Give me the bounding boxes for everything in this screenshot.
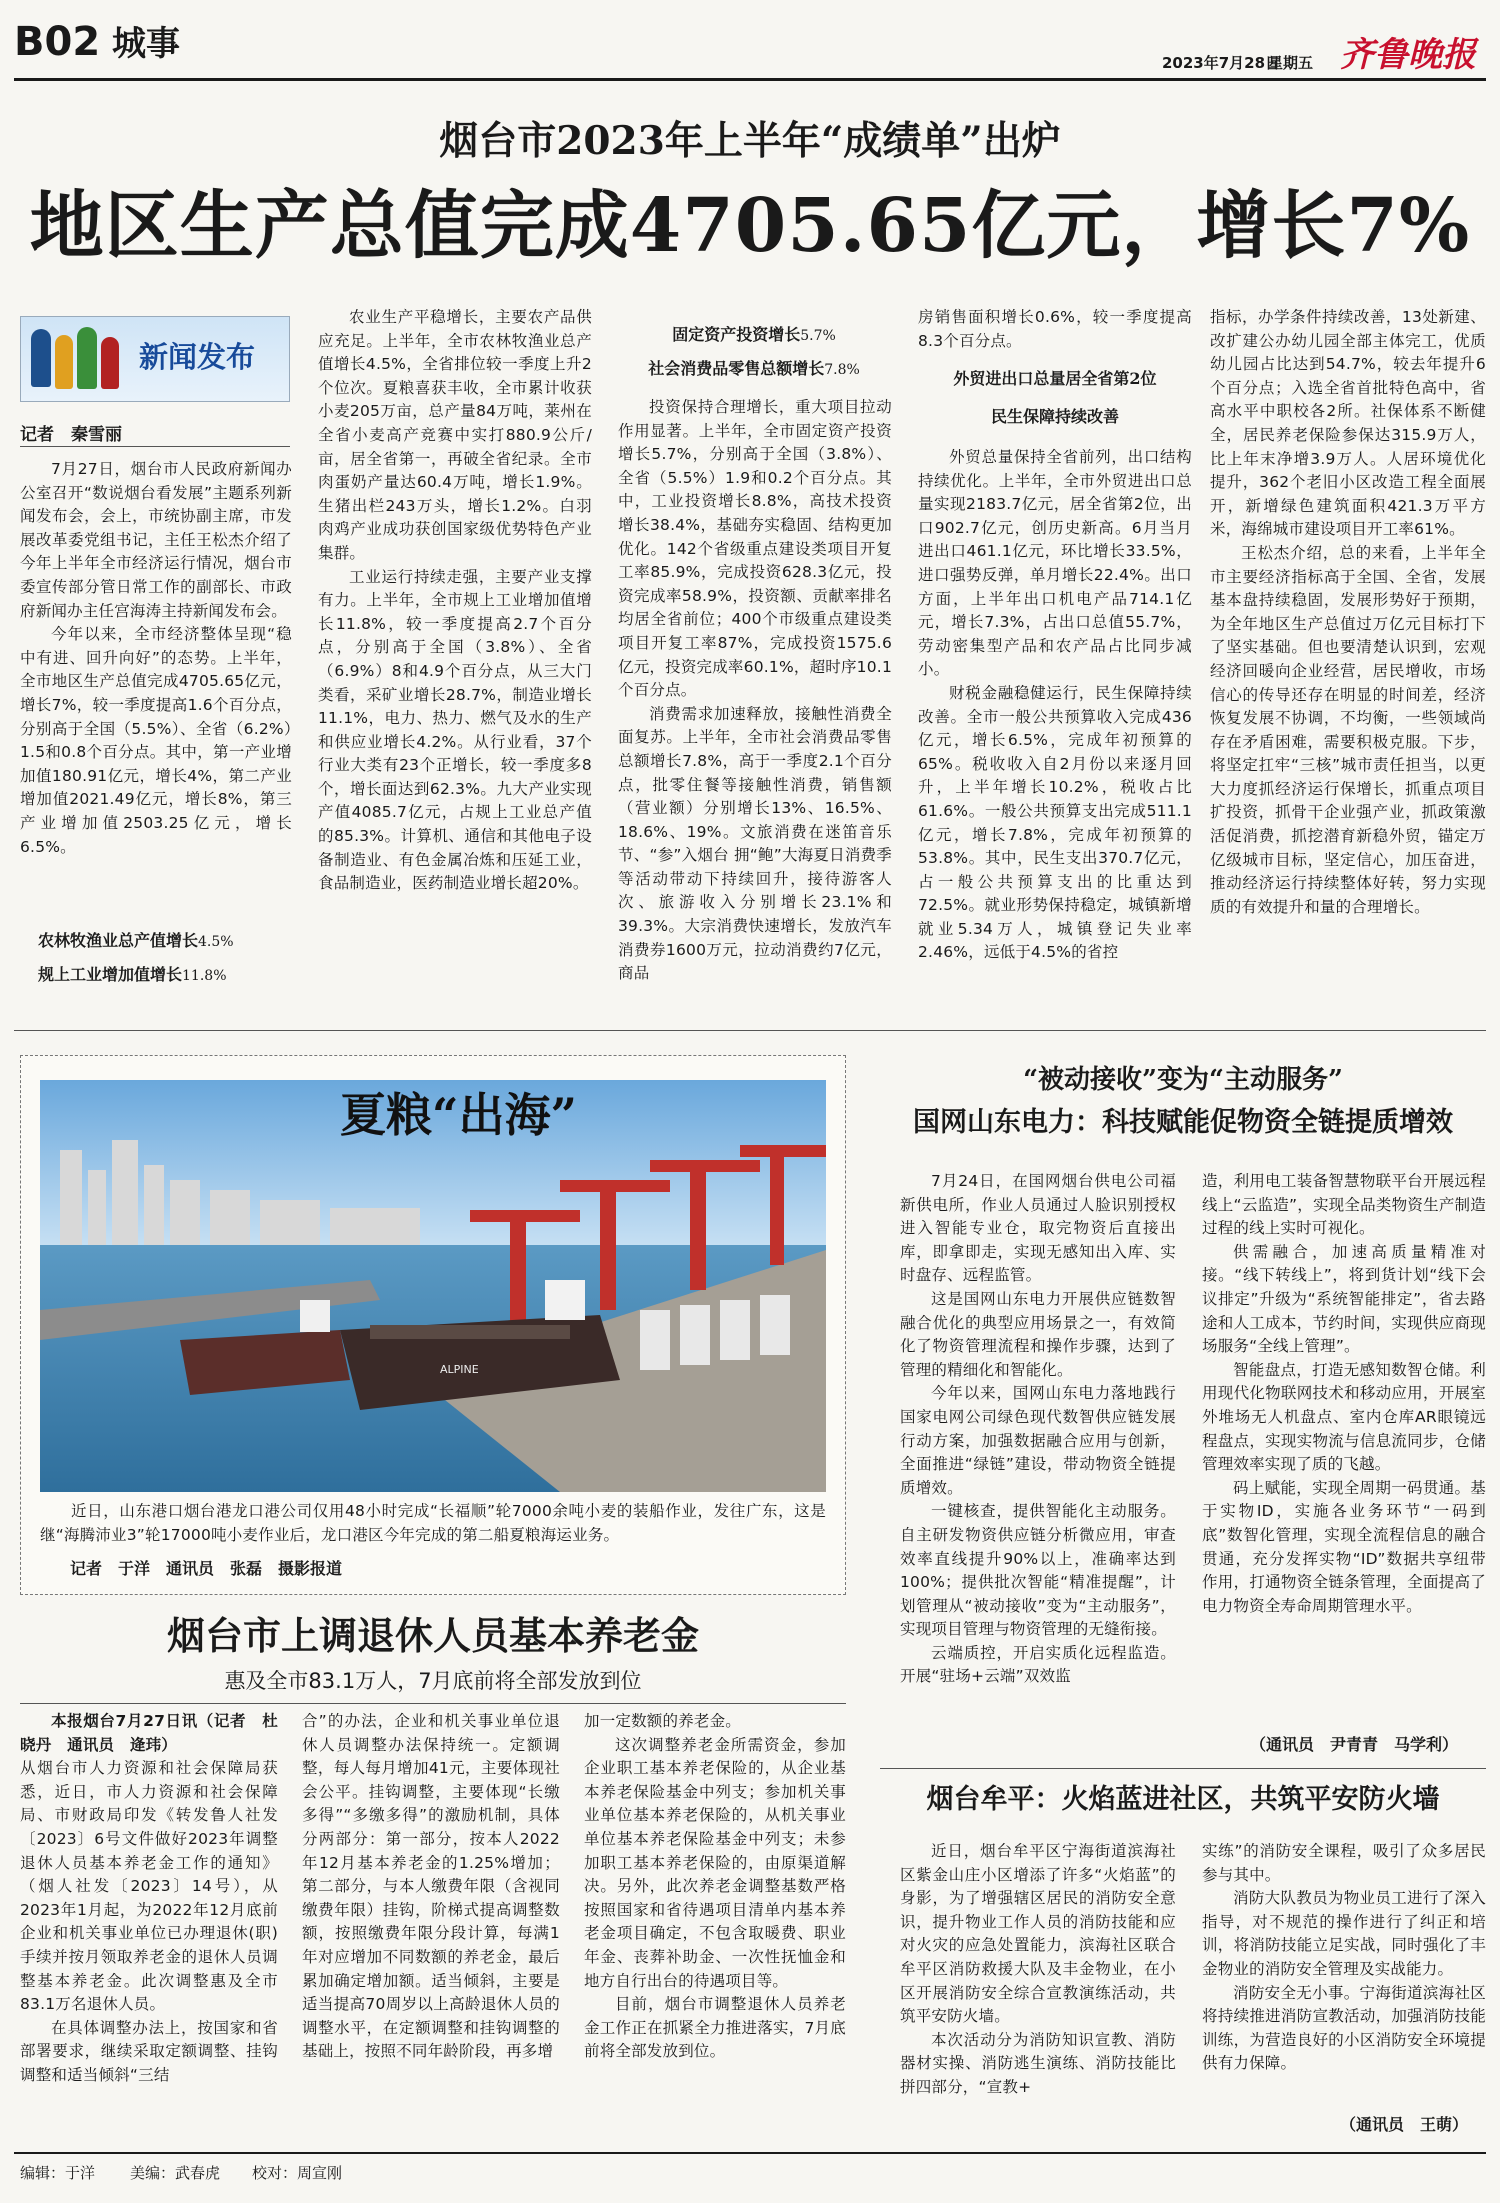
masthead-rule [14,78,1486,81]
photo-caption [40,1500,826,1554]
pension-headline: 烟台市上调退休人员基本养老金 [166,1613,699,1658]
grid-kicker: “被动接收”变为“主动服务” [1023,1065,1343,1095]
pension-rule [20,1703,846,1704]
lead-subhead-retail: 社会消费品零售总额增长7.8% [648,359,860,378]
pension-column-2 [302,1710,560,2140]
paragraph: 云端质控，开启实质化远程监造。开展“驻场+云端”双效监 [900,1643,1176,1686]
fire-headline: 烟台牟平：火焰蓝进社区，共筑平安防火墙 [926,1784,1440,1815]
lead-subhead-industry: 规上工业增加值增长11.8% [38,965,227,984]
footer-editor: 编辑：于洋 [20,2164,96,2182]
paragraph: 近日，烟台牟平区宁海街道滨海社区紫金山庄小区增添了许多“火焰蓝”的身影，为了增强辖区居民的消防安全意识，提升物业工作人员的消防技能和应对火灾的应急处置能力，滨海社区联合牟平区消防救援大队及丰金物业，在小区开展消防安全综合宣教演练活动，共筑平安防火墙。 [900,1842,1176,2026]
microphone-icon [77,327,97,389]
caption-text: 近日，山东港口烟台港龙口港公司仅用48小时完成“长福顺”轮7000余吨小麦的装船作业，发往广东，这是继“海腾沛业3”轮17000吨小麦作业后，龙口港区今年完成的第二船夏粮海运业务。 [40,1502,826,1544]
paragraph: 消费需求加速释放，接触性消费全面复苏。上半年，全市社会消费品零售总额增长7.8%，高于一季度2.1个百分点，批零住餐等接触性消费，销售额（营业额）分别增长13%、16.5%、18.6%、19%。文旅消费在迷笛音乐节、“参”入烟台 拥“鲍”大海夏日消费季等活动带动下持续回升，接待游客人次、旅游收入分别增长23.1%和39.3%。大宗消费快速增长，发放汽车消费券1600万元，拉动消费约7亿元，商品 [618,704,892,983]
footer-proof: 校对：周宣刚 [252,2164,343,2182]
lead-column-2 [318,306,592,1006]
paragraph: 外贸总量保持全省前列，出口结构持续优化。上半年，全市外贸进出口总量实现2183.7亿元，居全省第2位，出口902.7亿元，创历史新高。6月当月进出口461.1亿元，环比增长33.5%，进口强势反弹，单月增长22.4%。出口方面，上半年出口机电产品714.1亿元，增长7.3%，占出口总值55.7%，劳动密集型产品和农产品占比同步减小。 [918,448,1192,679]
grid-column-1 [900,1170,1176,1760]
ship-name-text: ALPINE [440,1363,479,1376]
page-code: B02 [14,19,101,65]
paragraph: 指标，办学条件持续改善，13处新建、改扩建公办幼儿园全部主体完工，优质幼儿园占比达到54.7%，较去年提升6个百分点；入选全省首批特色高中，省高水平中职校各2所。社保体系不断健全，居民养老保险参保达315.9万人，比上年末净增3.9万人。人居环境优化提升，362个老旧小区改造工程全面展开，新增绿色建筑面积421.3万平方米，海绵城市建设项目开工率61%。 [1210,308,1486,539]
paragraph: 7月27日，烟台市人民政府新闻办公室召开“数说烟台看发展”主题系列新闻发布会，会上，市统协副主席，市发展改革委党组书记，主任王松杰介绍了今年上半年全市经济运行情况，烟台市委宣传部分管日常工作的副部长、市政府新闻办主任宫海涛主持新闻发布会。 [20,460,292,620]
photo-credit: 记者 于洋 通讯员 张磊 摄影报道 [70,1559,343,1578]
paragraph: 消防大队教员为物业员工进行了深入指导，对不规范的操作进行了纠正和培训，将消防技能立足实战，同时强化了丰金物业的消防安全管理及实战能力。 [1202,1889,1486,1978]
lead-byline: 记者 秦雪丽 [20,425,122,445]
paragraph: 在具体调整办法上，按国家和省部署要求，继续采取定额调整、挂钩调整和适当倾斜“三结 [20,2018,278,2084]
pension-column-3 [584,1710,846,2140]
paragraph: 合”的办法，企业和机关事业单位退休人员调整办法保持统一。定额调整，每人每月增加41元，主要体现社会公平。挂钩调整，主要体现“长缴多得”“多缴多得”的激励机制，具体分两部分：第一部分，按本人2022年12月基本养老金的1.25%增加；第二部分，与本人缴费年限（含视同缴费年限）挂钩，阶梯式提高调整数额，按照缴费年限分段计算，每满1年对应增加不同数额的养老金，最后累加确定增加额。适当倾斜，主要是适当提高70周岁以上高龄退休人员的调整水平，在定额调整和挂钩调整的基础上，按照不同年龄阶段，再多增 [302,1712,560,2061]
paper-logo: 齐鲁晚报 [1340,35,1476,75]
grid-headline: 国网山东电力：科技赋能促物资全链提质增效 [913,1107,1453,1138]
paragraph: 供需融合，加速高质量精准对接。“线下转线上”，将到货计划“线下会议排定”升级为“系统智能排定”，省去路途和人工成本，节约时间，实现供应商现场服务“全线上管理”。 [1202,1242,1486,1356]
issue-weekday: 星期五 [1268,54,1314,72]
paragraph: 7月24日，在国网烟台供电公司福新供电所，作业人员通过人脸识别授权进入智能专业仓，取完物资后直接出库，即拿即走，实现无感知出入库、实时盘存、远程监管。 [900,1172,1176,1285]
microphone-icon [55,335,73,389]
paragraph: 这是国网山东电力开展供应链数智融合优化的典型应用场景之一，有效简化了物资管理流程和操作步骤，达到了管理的精细化和智能化。 [900,1289,1176,1379]
paragraph: 投资保持合理增长，重大项目拉动作用显著。上半年，全市固定资产投资增长5.7%，分别高于全国（3.8%）、全省（5.5%）1.9和0.2个百分点。其中，工业投资增长8.8%，高技术投资增长38.4%，基础夯实稳固、结构更加优化。142个省级重点建设类项目开复工率85.9%，完成投资628.3亿元，投资完成率58.9%，投资额、贡献率排名均居全省前位；400个市级重点建设类项目开复工率87%，完成投资1575.6亿元，投资完成率60.1%，超时序10.1个百分点。 [618,398,892,700]
lead-subhead-agri: 农林牧渔业总产值增长4.5% [38,931,234,950]
lead-column-4 [918,446,1192,1008]
fire-column-2 [1202,1840,1486,2110]
issue-date: 2023年7月28日 [1162,54,1281,72]
paragraph: 本次活动分为消防知识宣教、消防器材实操、消防逃生演练、消防技能比拼四部分，“宣教+ [900,2030,1176,2096]
footer-rule [14,2152,1486,2154]
fire-credit: （通讯员 王萌） [1340,2115,1469,2134]
paragraph: 王松杰介绍，总的来看，上半年全市主要经济指标高于全国、全省，发展基本盘持续稳固，发展形势好于预期，为全年地区生产总值过万亿元目标打下了坚实基础。但也要清楚认识到，宏观经济回暖向企业经营，居民增收，市场信心的传导还存在明显的时间差，经济恢复发展不协调，不均衡，一些领域尚存在矛盾困难，需要积极克服。下步，将坚定扛牢“三核”城市责任担当，以更大力度抓经济运行保增长，抓重点项目扩投资，抓骨干企业强产业，抓政策激活促消费，抓挖潜育新稳外贸，锚定万亿级城市目标，坚定信心，加压奋进，推动经济运行持续整体好转，努力实现质的有效提升和量的合理增长。 [1210,543,1486,916]
photo-title: 夏粮“出海” [340,1088,577,1142]
lead-subhead-livelihood: 民生保障持续改善 [990,407,1119,426]
pension-column-1 [20,1710,278,2140]
paragraph: 农业生产平稳增长，主要农产品供应充足。上半年，全市农林牧渔业总产值增长4.5%，全省排位较一季度上升2个位次。夏粮喜获丰收，全市累计收获小麦205万亩，总产量84万吨，莱州在全省小麦高产竞赛中实打880.9公斤/亩，居全省第一，再破全省纪录。全市肉蛋奶产量达60.4万吨，增长1.9%。生猪出栏243万头，增长1.2%。白羽肉鸡产业成功获创国家级优势特色产业集群。 [318,308,592,562]
microphone-icon [101,337,119,389]
grid-bottom-rule [880,1768,1486,1769]
paragraph: 目前，烟台市调整退休人员养老金工作正在抓紧全力推进落实，7月底前将全部发放到位。 [584,1995,846,2061]
grid-credit: （通讯员 尹青青 马学利） [1250,1735,1459,1754]
lead-column-4-top [918,306,1192,356]
microphone-icon [31,329,51,387]
pension-subhead: 惠及全市83.1万人，7月底前将全部发放到位 [224,1669,642,1693]
paragraph: 码上赋能，实现全周期一码贯通。基于实物ID，实施各业务环节“一码到底”数智化管理，实现全流程信息的融合贯通，充分发挥实物“ID”数据共享纽带作用，打通物资全链条管理，全面提高了电力物资全寿命周期管理水平。 [1202,1478,1486,1615]
lead-column-1 [20,458,292,914]
paragraph: 从烟台市人力资源和社会保障局获悉，近日，市人力资源和社会保障局、市财政局印发《转发鲁人社发〔2023〕6号文件做好2023年调整退休人员基本养老金工作的通知》（烟人社发〔2023〕14号），从2023年1月起，为2022年12月底前企业和机关事业单位已办理退休(职)手续并按月领取养老金的退休人员调整基本养老金。此次调整惠及全市83.1万名退休人员。 [20,1759,278,2014]
paragraph: 智能盘点，打造无感知数智仓储。利用现代化物联网技术和移动应用，开展室外堆场无人机盘点、室内仓库AR眼镜远程盘点，实现实物流与信息流同步，仓储管理效率实现了质的飞越。 [1202,1360,1486,1474]
paragraph: 实练”的消防安全课程，吸引了众多居民参与其中。 [1202,1842,1486,1884]
section-name: 城事 [112,24,180,64]
byline-rule [20,446,290,447]
paragraph: 加一定数额的养老金。 [584,1712,742,1730]
lead-kicker: 烟台市2023年上半年“成绩单”出炉 [439,118,1061,164]
footer-designer: 美编：武春虎 [130,2164,221,2182]
lead-bottom-rule [14,1030,1486,1031]
paragraph: 工业运行持续走强，主要产业支撑有力。上半年，全市规上工业增加值增长11.8%，较一季度提高2.7个百分点，分别高于全国（3.8%）、全省（6.9%）8和4.9个百分点，从三大门类看，采矿业增长28.7%，制造业增长11.1%，电力、热力、燃气及水的生产和供应业增长4.2%。从行业看，37个行业大类有23个正增长，较一季度多8个，增长面达到62.3%。九大产业实现产值4085.7亿元，占规上工业总产值的85.3%。计算机、通信和其他电子设备制造业、有色金属冶炼和压延工业，食品制造业，医药制造业增长超20%。 [318,567,592,893]
paragraph: 消防安全无小事。宁海街道滨海社区将持续推进消防宣教活动，加强消防技能训练，为营造良好的小区消防安全环境提供有力保障。 [1202,1983,1486,2073]
lead-column-5 [1210,306,1486,1008]
paragraph: 房销售面积增长0.6%，较一季度提高8.3个百分点。 [918,308,1192,350]
lead-subhead-trade: 外贸进出口总量居全省第2位 [953,369,1157,388]
dateline: 本报烟台7月27日讯（记者 杜晓丹 通讯员 逄玮） [20,1712,278,1754]
news-release-badge [20,316,290,402]
paragraph: 今年以来，全市经济整体呈现“稳中有进、回升向好”的态势。上半年，全市地区生产总值完成4705.65亿元，增长7%，较一季度提高1.6个百分点，分别高于全国（5.5%）、全省（6.2%）1.5和0.8个百分点。其中，第一产业增加值180.91亿元，增长4%，第二产业增加值2021.49亿元，增长8%，第三产业增加值2503.25亿元，增长6.5%。 [20,625,292,856]
paragraph: 今年以来，国网山东电力落地践行国家电网公司绿色现代数智供应链发展行动方案，加强数据融合应用与创新，全面推进“绿链”建设，带动物资全链提质增效。 [900,1384,1176,1497]
lead-column-3 [618,396,892,1008]
badge-label: 新闻发布 [139,340,256,374]
fire-column-1 [900,1840,1176,2140]
paragraph: 这次调整养老金所需资金，参加企业职工基本养老保险的，从企业基本养老保险基金中列支；参加机关事业单位基本养老保险的，从机关事业单位基本养老保险基金中列支；未参加职工基本养老保险的，由原渠道解决。另外，此次养老金调整基数严格按照国家和省待遇项目清单内基本养老金项目确定，不包含取暖费、职业年金、丧葬补助金、一次性抚恤金和地方自行出台的待遇项目等。 [584,1735,846,1990]
paragraph: 财税金融稳健运行，民生保障持续改善。全市一般公共预算收入完成436亿元，增长6.5%，完成年初预算的65%。税收收入自2月份以来逐月回升，上半年增长10.2%，税收占比61.6%。一般公共预算支出完成511.1亿元，增长7.8%，完成年初预算的53.8%。其中，民生支出370.7亿元，占一般公共预算支出的比重达到72.5%。就业形势保持稳定，城镇新增就业5.34万人，城镇登记失业率2.46%，远低于4.5%的省控 [918,683,1192,962]
lead-subhead-investment: 固定资产投资增长5.7% [672,325,836,344]
paragraph: 一键核查，提供智能化主动服务。自主研发物资供应链分析微应用，审查效率直线提升90%以上，准确率达到100%；提供批次智能“精准提醒”，计划管理从“被动接收”变为“主动服务”，实现项目管理与物资管理的无缝衔接。 [900,1502,1176,1639]
paragraph: 造，利用电工装备智慧物联平台开展远程线上“云监造”，实现全品类物资生产制造过程的线上实时可视化。 [1202,1172,1486,1238]
lead-headline: 地区生产总值完成4705.65亿元，增长7% [29,183,1471,269]
grid-column-2 [1202,1170,1486,1730]
